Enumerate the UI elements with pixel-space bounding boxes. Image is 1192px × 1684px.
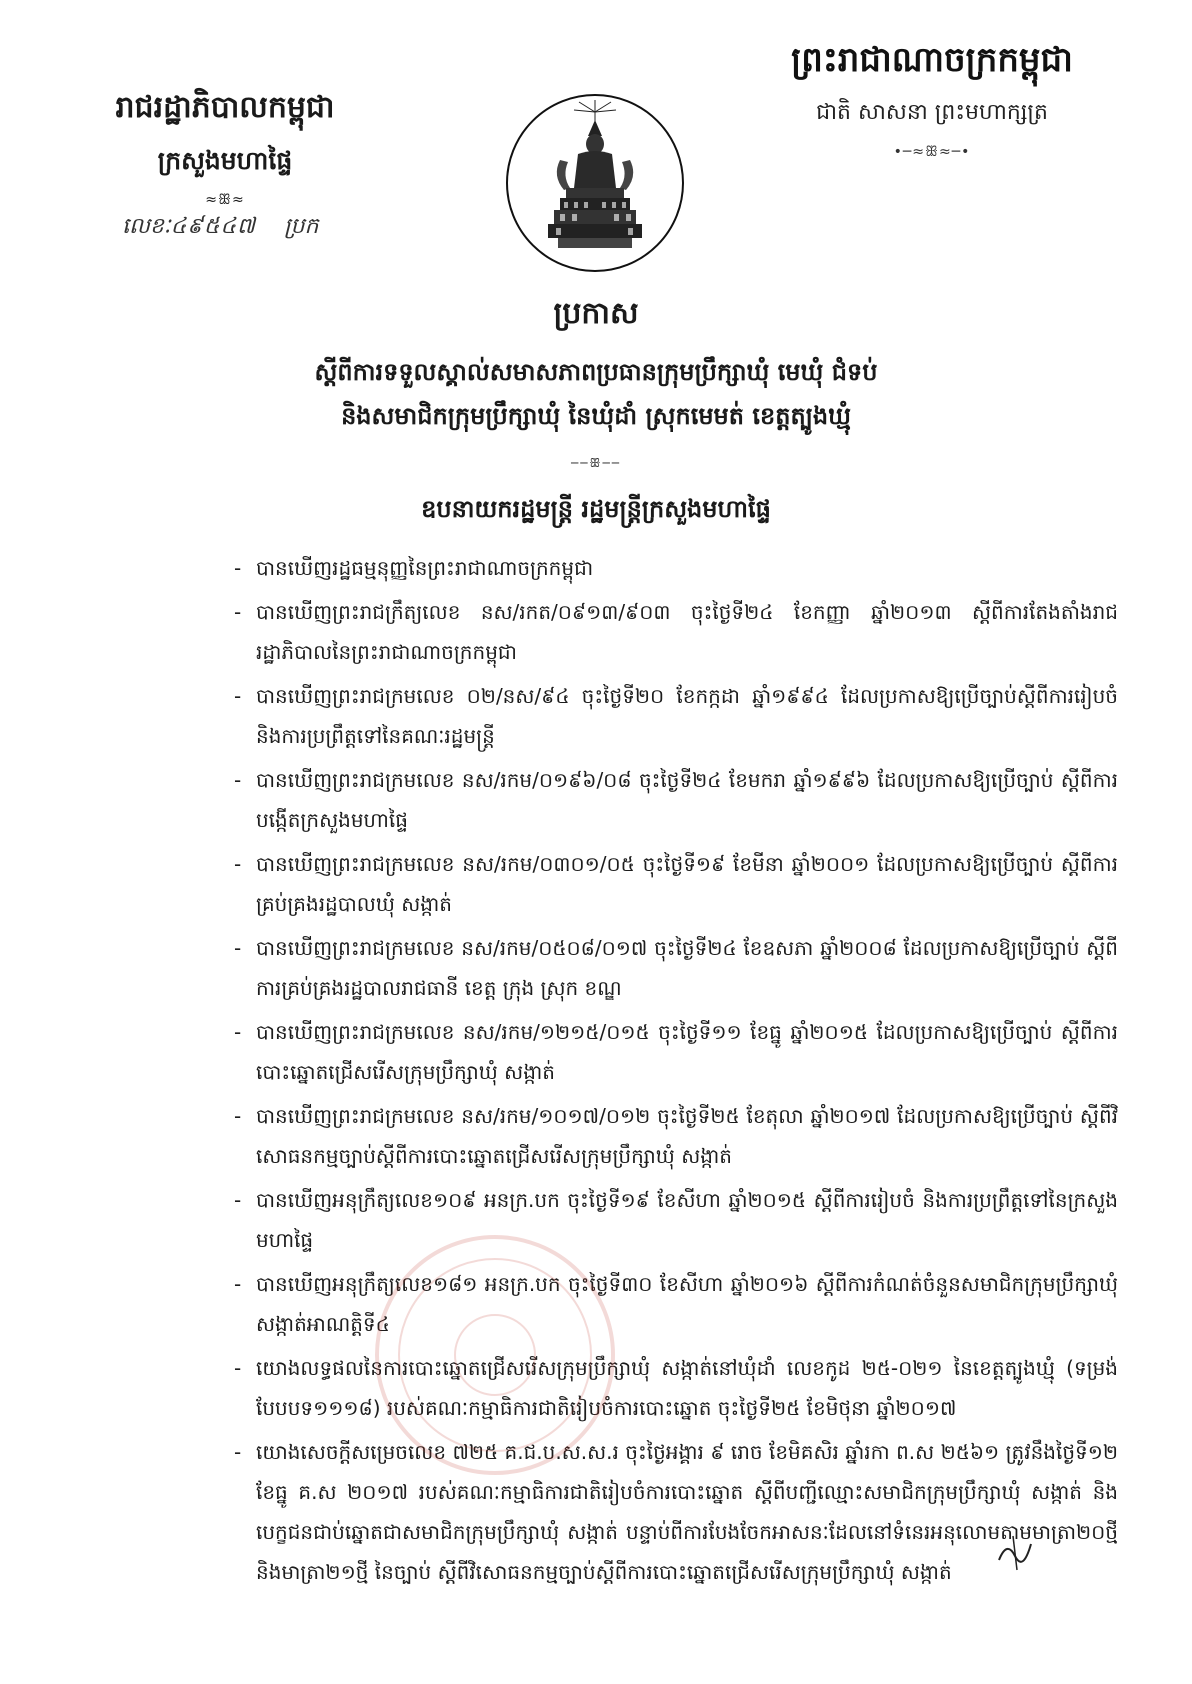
document-number-label: លេខៈ [122, 214, 171, 239]
section-divider: ──ꕥ── [570, 456, 622, 470]
clause-item: - យោងសេចក្តីសម្រេចលេខ ៧២៥ គ.ជ.ប.ស.ស.រ ចុះថ្ងៃអង្គារ ៩ រោច ខែមិគសិរ ឆ្នាំរកា ព.ស ២៥៦១ ត្រូវនឹងថ្ងៃទី១២ ខែធ្នូ គ.ស ២០១៧ របស់គណៈកម្មាធិការជាតិរៀបចំការបោះឆ្នោត ស្តីពីបញ្ជីឈ្មោះសមាជិកក្រុមប្រឹក្សាឃុំ សង្កាត់ និងបេក្ខជនជាប់ឆ្នោតជាសមាជិកក្រុមប្រឹក្សាឃុំ សង្កាត់ បន្ទាប់ពីការបែងចែកអាសនៈដែលនៅទំនេរអនុលោមតាមមាត្រា២០ថ្មី និងមាត្រា២១ថ្មី នៃច្បាប់ ស្តីពីវិសោធនកម្មច្បាប់ស្តីពីការបោះឆ្នោតជ្រើសរើសក្រុមប្រឹក្សាឃុំ សង្កាត់ [238, 1432, 1118, 1592]
subject-line-2: និងសមាជិកក្រុមប្រឹក្សាឃុំ នៃឃុំដាំ ស្រុកមេមត់ ខេត្តត្បូងឃ្មុំ [341, 402, 851, 430]
clause-item: - បានឃើញព្រះរាជក្រមលេខ នស/រកម/០៥០៨/០១៧ ចុះថ្ងៃទី២៤ ខែឧសភា ឆ្នាំ២០០៨ ដែលប្រកាសឱ្យប្រើច្បាប់ ស្តីពីការគ្រប់គ្រងរដ្ឋបាលរាជធានី ខេត្ត ក្រុង ស្រុក ខណ្ឌ [238, 928, 1118, 1008]
national-motto: ជាតិ សាសនា ព្រះមហាក្សត្រ [816, 100, 1048, 125]
ministry-header [95, 88, 355, 208]
document-subject [120, 350, 1072, 438]
document-number-suffix: ប្រក [283, 214, 319, 239]
clause-item: - បានឃើញព្រះរាជក្រមលេខ នស/រកម/០៣០១/០៥ ចុះថ្ងៃទី១៩ ខែមីនា ឆ្នាំ២០០១ ដែលប្រកាសឱ្យប្រើច្បាប់ ស្តីពីការគ្រប់គ្រងរដ្ឋបាលឃុំ សង្កាត់ [238, 844, 1118, 924]
subject-line-1: ស្តីពីការទទួលស្គាល់សមាសភាពប្រធានក្រុមប្រឹក្សាឃុំ មេឃុំ ជំទប់ [314, 358, 878, 386]
kingdom-title: ព្រះរាជាណាចក្រកម្ពុជា [791, 40, 1073, 80]
clause-item: - បានឃើញព្រះរាជក្រឹត្យលេខ នស/រកត/០៩១៣/៩០៣ ចុះថ្ងៃទី២៤ ខែកញ្ញា ឆ្នាំ២០១៣ ស្តីពីការតែងតាំងរាជរដ្ឋាភិបាលនៃព្រះរាជាណាចក្រកម្ពុជា [238, 592, 1118, 672]
clause-item: - បានឃើញព្រះរាជក្រមលេខ នស/រកម/០១៩៦/០៨ ចុះថ្ងៃទី២៤ ខែមករា ឆ្នាំ១៩៩៦ ដែលប្រកាសឱ្យប្រើច្បាប់ ស្តីពីការបង្កើតក្រសួងមហាផ្ទៃ [238, 760, 1118, 840]
document-number-value: ៤៩៥៤៧ [170, 214, 256, 239]
ornament-divider-left: ≈ꕥ≈ [205, 192, 245, 208]
clause-item: - បានឃើញព្រះរាជក្រមលេខ នស/រកម/១២១៥/០១៥ ចុះថ្ងៃទី១១ ខែធ្នូ ឆ្នាំ២០១៥ ដែលប្រកាសឱ្យប្រើច្បាប់ ស្តីពីការបោះឆ្នោតជ្រើសរើសក្រុមប្រឹក្សាឃុំ សង្កាត់ [238, 1012, 1118, 1092]
royal-emblem-icon [504, 92, 686, 274]
ministry-name: ក្រសួងមហាផ្ទៃ [157, 146, 293, 175]
clause-item: - បានឃើញអនុក្រឹត្យលេខ១០៩ អនក្រ.បក ចុះថ្ងៃទី១៩ ខែសីហា ឆ្នាំ២០១៥ ស្តីពីការរៀបចំ និងការប្រព្រឹត្តទៅនៃក្រសួងមហាផ្ទៃ [238, 1180, 1118, 1260]
kingdom-header [782, 38, 1082, 160]
issuing-authority: ឧបនាយករដ្ឋមន្ត្រី រដ្ឋមន្ត្រីក្រសួងមហាផ្ទៃ [421, 495, 771, 523]
document-number [122, 212, 318, 244]
clause-item: - បានឃើញព្រះរាជក្រមលេខ នស/រកម/១០១៧/០១២ ចុះថ្ងៃទី២៥ ខែតុលា ឆ្នាំ២០១៧ ដែលប្រកាសឱ្យប្រើច្បាប់ ស្តីពីវិសោធនកម្មច្បាប់ស្តីពីការបោះឆ្នោតជ្រើសរើសក្រុមប្រឹក្សាឃុំ សង្កាត់ [238, 1096, 1118, 1176]
clause-item: - បានឃើញរដ្ឋធម្មនុញ្ញនៃព្រះរាជាណាចក្រកម្ពុជា [238, 548, 1118, 588]
clause-item: - បានឃើញអនុក្រឹត្យលេខ១៨១ អនក្រ.បក ចុះថ្ងៃទី៣០ ខែសីហា ឆ្នាំ២០១៦ ស្តីពីការកំណត់ចំនួនសមាជិកក្រុមប្រឹក្សាឃុំ សង្កាត់អាណត្តិទី៤ [238, 1264, 1118, 1344]
faded-seal-stamp-icon [370, 1230, 620, 1480]
initial-mark-icon [993, 1530, 1037, 1574]
government-name: រាជរដ្ឋាភិបាលកម្ពុជា [115, 90, 335, 125]
ornament-divider-right: •─≈ꕥ≈─• [893, 144, 971, 160]
document-type-title: ប្រកាស [553, 296, 639, 331]
clause-item: - យោងលទ្ធផលនៃការបោះឆ្នោតជ្រើសរើសក្រុមប្រឹក្សាឃុំ សង្កាត់នៅឃុំដាំ លេខកូដ ២៥-០២១ នៃខេត្តត្បូងឃ្មុំ (ទម្រង់បែបបទ១១១៨) របស់គណៈកម្មាធិការជាតិរៀបចំការបោះឆ្នោត ចុះថ្ងៃទី២៥ ខែមិថុនា ឆ្នាំ២០១៧ [238, 1348, 1118, 1428]
clause-item: - បានឃើញព្រះរាជក្រមលេខ ០២/នស/៩៤ ចុះថ្ងៃទី២០ ខែកក្កដា ឆ្នាំ១៩៩៤ ដែលប្រកាសឱ្យប្រើច្បាប់ស្តីពីការរៀបចំ និងការប្រព្រឹត្តទៅនៃគណៈរដ្ឋមន្ត្រី [238, 676, 1118, 756]
